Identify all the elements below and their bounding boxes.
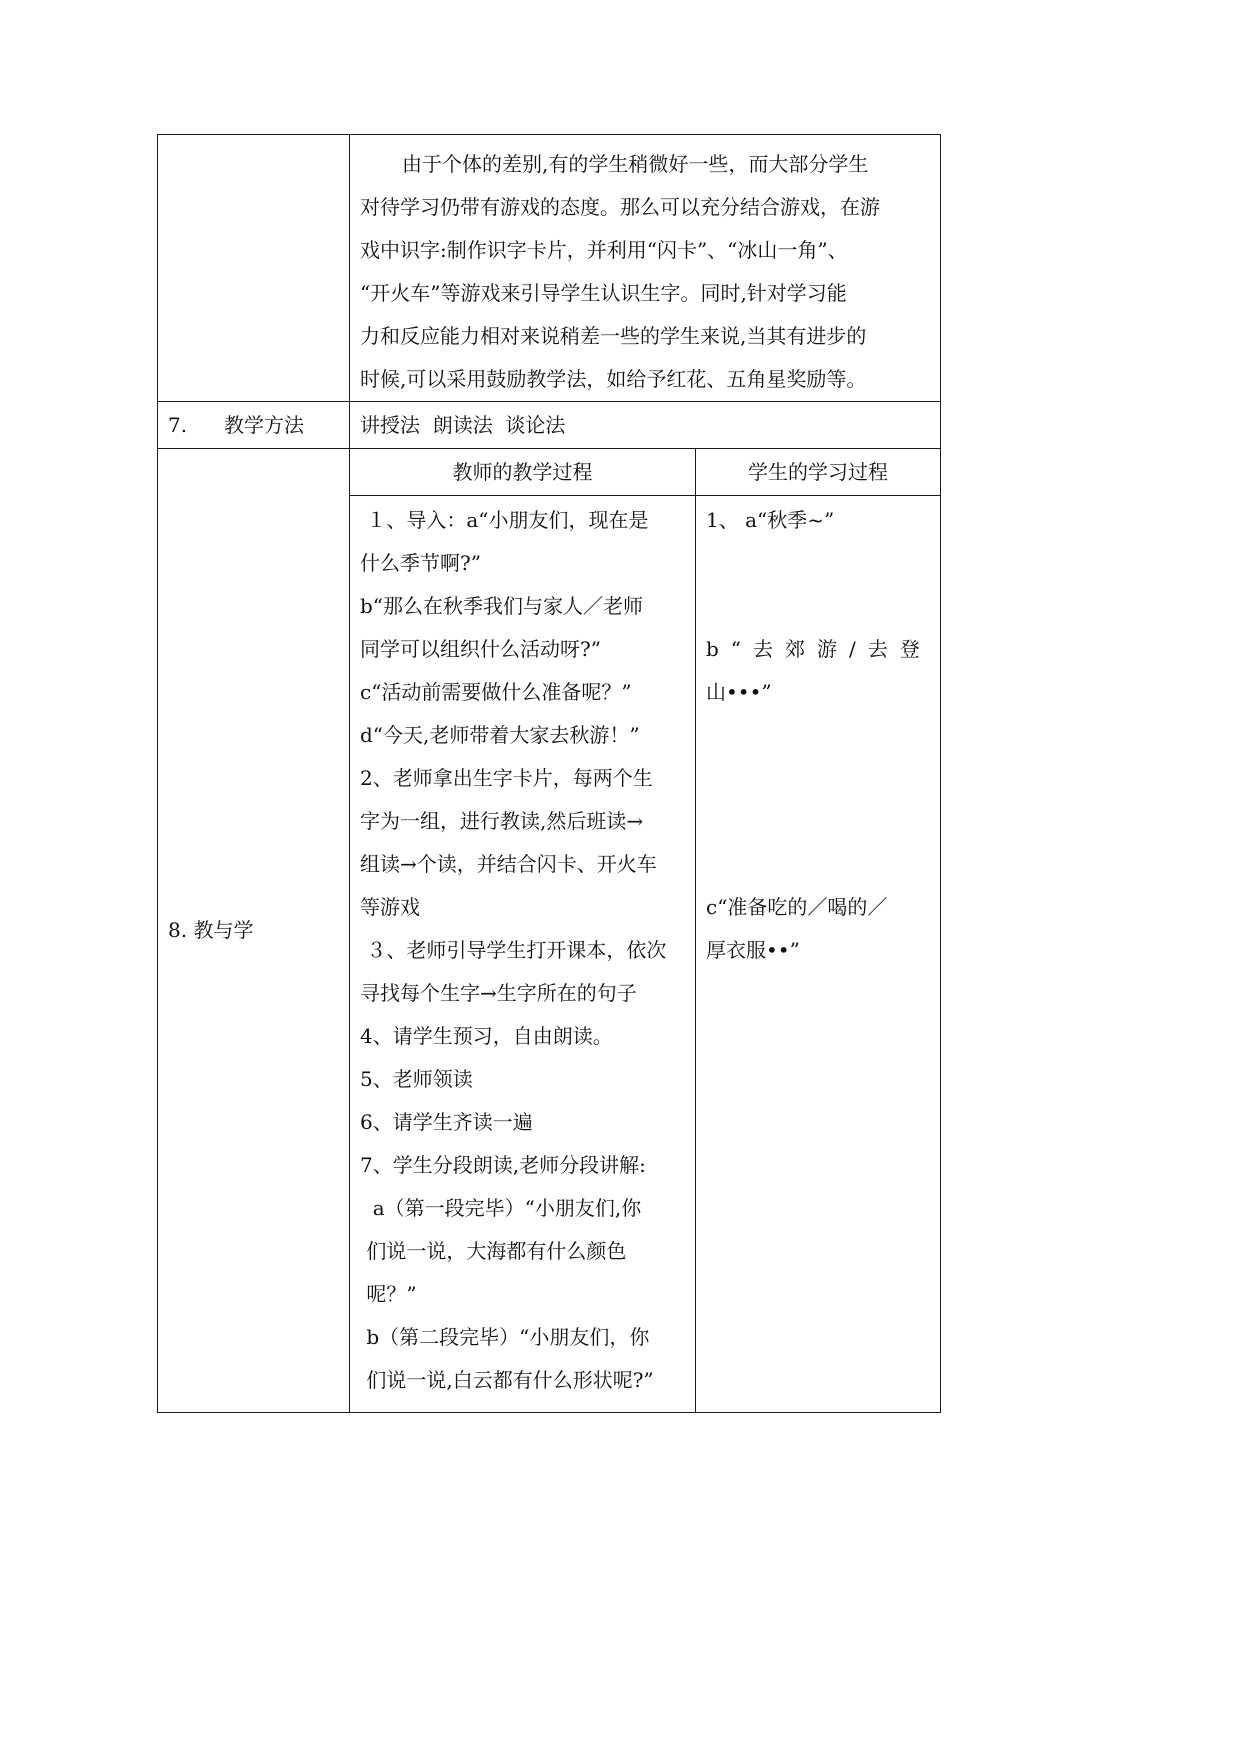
methods-label-cell <box>158 402 350 449</box>
analysis-line: 由于个体的差别,有的学生稍微好一些，而大部分学生 <box>402 152 869 176</box>
student-process-line: c“准备吃的／喝的／ <box>706 895 888 919</box>
teacher-process-line: 们说一说，大海都有什么颜色 <box>360 1239 627 1263</box>
teacher-process-line: １、导入：a“小朋友们，现在是 <box>360 508 649 532</box>
row-label: 8. 教与学 <box>168 918 254 942</box>
teacher-process-line: 2、老师拿出生字卡片，每两个生 <box>360 766 653 790</box>
teacher-process-header: 教师的教学过程 <box>350 449 696 496</box>
student-process-line: 1、 a“秋季~” <box>706 508 835 532</box>
student-process-cell <box>696 496 941 1413</box>
student-spacer <box>706 843 930 886</box>
teacher-process-line: b（第二段完毕）“小朋友们，你 <box>360 1325 650 1349</box>
teacher-process-line: 等游戏 <box>360 895 420 919</box>
methods-content-cell <box>350 402 941 449</box>
teacher-process-cell <box>350 496 696 1413</box>
row-label-cell-empty <box>158 135 350 402</box>
teacher-process-line: 同学可以组织什么活动呀?” <box>360 637 601 661</box>
student-spacer <box>706 714 930 843</box>
teacher-process-line: 们说一说,白云都有什么形状呢?” <box>360 1368 654 1392</box>
student-spacer <box>706 542 930 628</box>
teacher-process-line: 什么季节啊?” <box>360 551 481 575</box>
teacher-process-line: d“今天,老师带着大家去秋游！” <box>360 723 640 747</box>
analysis-line: 时候,可以采用鼓励教学法，如给予红花、五角星奖励等。 <box>360 367 867 391</box>
teacher-process-line: 7、学生分段朗读,老师分段讲解: <box>360 1153 646 1177</box>
student-process-line: 山•••” <box>706 680 772 704</box>
teacher-process-line: b“那么在秋季我们与家人／老师 <box>360 594 644 618</box>
analysis-line: 对待学习仍带有游戏的态度。那么可以充分结合游戏，在游 <box>360 195 880 219</box>
methods-text: 讲授法 朗读法 谈论法 <box>360 412 566 437</box>
analysis-content-cell <box>350 135 941 402</box>
teacher-process-line: c“活动前需要做什么准备呢？” <box>360 680 632 704</box>
analysis-line: 戏中识字:制作识字卡片，并利用“闪卡”、“冰山一角”、 <box>360 238 848 262</box>
lesson-plan-table <box>157 134 941 1413</box>
analysis-line: 力和反应能力相对来说稍差一些的学生来说,当其有进步的 <box>360 324 867 348</box>
student-process-header: 学生的学习过程 <box>696 449 941 496</box>
student-process-line: 厚衣服••” <box>706 938 800 962</box>
teacher-process-line: ３、老师引导学生打开课本，依次 <box>360 938 667 962</box>
teacher-process-line: 6、请学生齐读一遍 <box>360 1110 533 1134</box>
teacher-process-line: 5、老师领读 <box>360 1067 473 1091</box>
teacher-process-line: 组读→个读，并结合闪卡、开火车 <box>360 852 657 876</box>
student-process-line: b“去郊游/去登 <box>706 637 932 661</box>
teacher-process-line: 寻找每个生字→生字所在的句子 <box>360 981 637 1005</box>
table-row-process-headers <box>158 449 941 496</box>
teacher-process-line: 字为一组，进行教读,然后班读→ <box>360 809 644 833</box>
row-label: 教学方法 <box>224 412 304 437</box>
table-row-teaching-methods <box>158 402 941 449</box>
row-number: 7. <box>168 412 188 437</box>
teacher-process-line: 4、请学生预习，自由朗读。 <box>360 1024 613 1048</box>
analysis-line: “开火车”等游戏来引导学生认识生字。同时,针对学习能 <box>360 281 847 305</box>
table-row-teaching-analysis <box>158 135 941 402</box>
teacher-process-line: 呢？” <box>360 1282 417 1306</box>
teaching-learning-label-cell <box>158 449 350 1413</box>
teacher-process-line: a（第一段完毕）“小朋友们,你 <box>360 1196 642 1220</box>
